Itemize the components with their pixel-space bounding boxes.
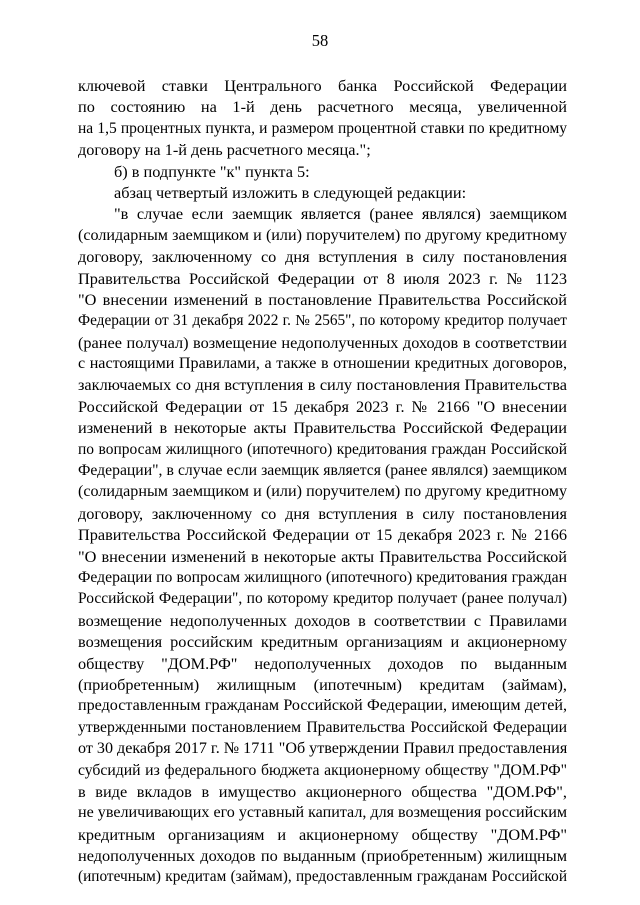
text-line: "в случае если заемщик является (ранее являлся) заемщиком — [114, 204, 567, 224]
text-line: (приобретенным) жилищным (ипотечным) кредитам (займам), — [78, 674, 567, 694]
text-line: субсидий из федерального бюджета акционерному обществу "ДОМ.РФ" — [78, 761, 567, 779]
text-line: утвержденными постановлением Правительства Российской Федерации — [78, 718, 567, 736]
text-line: по состоянию на 1-й день расчетного месяца, увеличенной — [78, 97, 567, 117]
text-line: в виде вкладов в имущество акционерного общества "ДОМ.РФ", — [78, 781, 567, 801]
text-line: предоставленным гражданам Российской Федерации, имеющим детей, — [78, 697, 567, 715]
text-line: кредитным организациям и акционерному обществу "ДОМ.РФ" — [78, 824, 567, 844]
text-line: абзац четвертый изложить в следующей редакции: — [114, 182, 467, 202]
text-line: обществу "ДОМ.РФ" недополученных доходов по выданным — [78, 653, 567, 673]
text-line: по вопросам жилищного (ипотечного) кредитования граждан Российской — [78, 440, 567, 458]
text-line: Правительства Российской Федерации от 8 июля 2023 г. № 1123 — [78, 268, 567, 288]
text-line: с настоящими Правилами, а также в отношении кредитных договоров, — [78, 355, 567, 373]
text-line: договору на 1-й день расчетного месяца."; — [78, 140, 371, 160]
text-line: (ипотечным) кредитам (займам), предоставленным гражданам Российской — [78, 868, 567, 886]
text-line: от 30 декабря 2017 г. № 1711 "Об утверждении Правил предоставления — [78, 740, 568, 758]
text-line: б) в подпункте "к" пункта 5: — [114, 161, 310, 181]
text-line: возмещение недополученных доходов в соответствии с Правилами — [78, 610, 567, 630]
text-line: Федерации по вопросам жилищного (ипотечного) кредитования граждан — [78, 568, 567, 586]
text-line: Российской Федерации", по которому кредитор получает (ранее получал) — [78, 590, 567, 608]
text-line: Федерации от 31 декабря 2022 г. № 2565", по которому кредитор получает — [78, 312, 567, 330]
text-line: договору, заключенному со дня вступления в силу постановления — [78, 503, 567, 523]
document-body — [78, 75, 567, 888]
text-line: Правительства Российской Федерации от 15 декабря 2023 г. № 2166 — [78, 525, 567, 545]
text-line: не увеличивающих его уставный капитал, для возмещения российским — [78, 804, 568, 822]
text-line: ключевой ставки Центрального банка Российской Федерации — [78, 76, 567, 95]
text-line: на 1,5 процентных пункта, и размером процентной ставки по кредитному — [78, 119, 567, 137]
text-line: (солидарным заемщиком и (или) поручителем) по другому кредитному — [78, 483, 567, 501]
text-line: изменений в некоторые акты Правительства Российской Федерации — [78, 418, 567, 438]
text-line: Федерации", в случае если заемщик является (ранее являлся) заемщиком — [78, 462, 567, 480]
text-line: Российской Федерации от 15 декабря 2023 г. № 2166 "О внесении — [78, 396, 567, 416]
text-line: недополученных доходов по выданным (приобретенным) жилищным — [78, 846, 567, 866]
text-line: "О внесении изменений в постановление Правительства Российской — [78, 289, 567, 309]
text-line: "О внесении изменений в некоторые акты Правительства Российской — [78, 546, 567, 566]
text-line: (солидарным заемщиком и (или) поручителем) по другому кредитному — [78, 226, 567, 244]
text-line: возмещения российским кредитным организациям и акционерному — [78, 632, 567, 652]
text-line: договору, заключенному со дня вступления в силу постановления — [78, 247, 567, 267]
page-number: 58 — [311, 31, 329, 50]
text-line: (ранее получал) возмещение недополученных доходов в соответствии — [78, 332, 567, 352]
text-line: заключаемых со дня вступления в силу постановления Правительства — [78, 375, 567, 395]
